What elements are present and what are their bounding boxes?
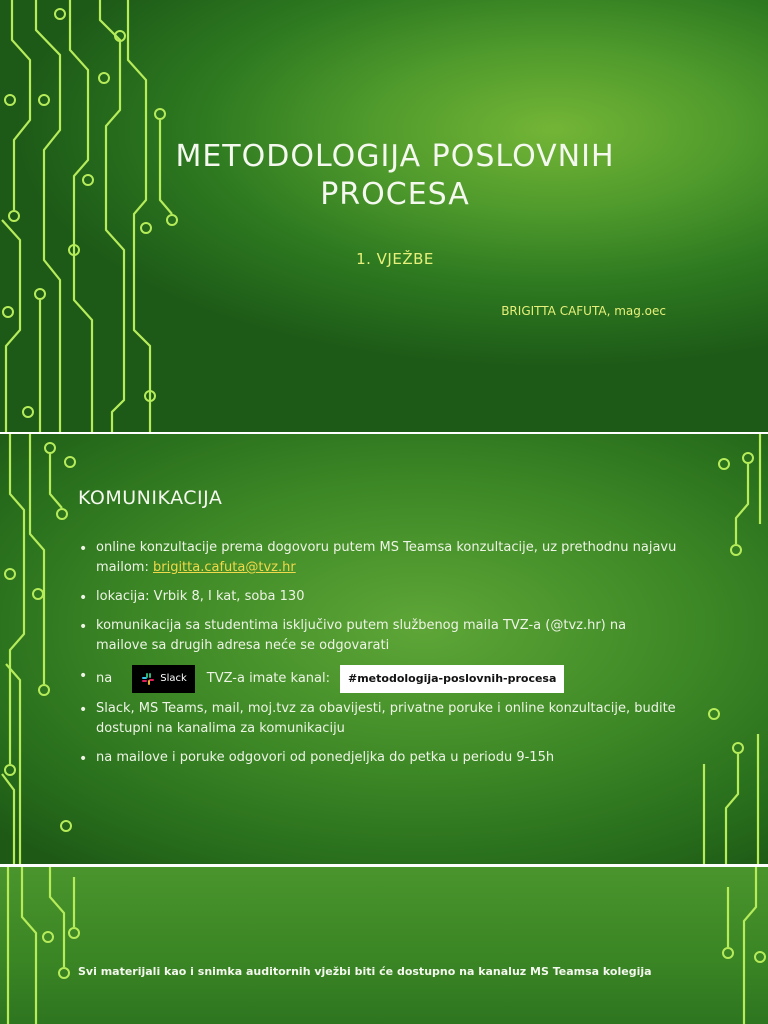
bullet-text: na mailove i poruke odgovori od ponedjeljka do petka u periodu 9-15h [96,750,555,765]
materials-slide [0,867,768,1024]
bullet-icon: • [79,751,88,767]
circuit-decoration-left-icon [0,867,90,1024]
slack-label: Slack [160,673,187,684]
email-link[interactable]: brigitta.cafuta@tvz.hr [152,560,296,575]
circuit-decoration-right-icon [698,434,768,864]
circuit-decoration-right-icon [708,867,768,1024]
presentation-subtitle: 1. VJEŽBE [356,250,434,268]
author-name: BRIGITTA CAFUTA, mag.oec [501,304,666,318]
bullet-text: TVZ-a imate kanal: [206,671,330,686]
channel-name-badge: #metodologija-poslovnih-procesa [340,665,564,693]
bullet-text: online konzultacije prema dogovoru putem MS Teamsa konzultacije, uz prethodnu najavu mailom: [96,540,677,575]
bullet-icon: • [79,619,88,635]
presentation-title: METODOLOGIJA POSLOVNIH PROCESA [175,139,615,212]
bullet-icon: • [79,590,88,606]
communication-slide [0,434,768,864]
bullet-text: lokacija: Vrbik 8, I kat, soba 130 [96,589,305,604]
section-heading: KOMUNIKACIJA [78,487,223,509]
list-item [78,587,678,607]
bullet-text: na [96,671,113,686]
list-item [78,748,678,768]
list-item [78,538,678,578]
slack-badge [132,665,195,693]
bullet-text: Slack, MS Teams, mail, moj.tvz za obavijesti, privatne poruke i online konzultacije, budite dostupni na kanalima za komunikaciju [96,701,676,736]
bullet-list [78,538,678,777]
materials-note: Svi materijali kao i snimka auditornih vježbi biti će dostupno na kanaluz MS Teamsa kolegija [78,965,652,978]
list-item [78,665,678,693]
bullet-icon: • [79,541,88,557]
bullet-text: komunikacija sa studentima isključivo putem službenog maila TVZ-a (@tvz.hr) na mailove sa drugih adresa neće se odgovarati [96,618,627,653]
bullet-icon: • [79,668,88,684]
circuit-decoration-icon [0,0,200,432]
bullet-icon: • [79,702,88,718]
list-item [78,699,678,739]
list-item [78,616,678,656]
slack-logo-icon [140,671,156,687]
title-slide [0,0,768,432]
circuit-decoration-left-icon [0,434,80,864]
